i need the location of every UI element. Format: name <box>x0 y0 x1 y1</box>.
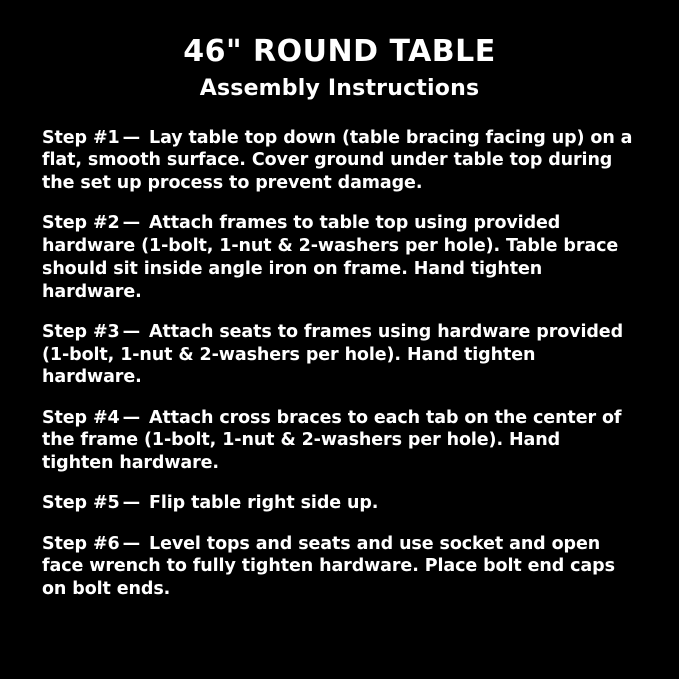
step-dash: — <box>122 213 141 234</box>
steps-list <box>42 127 637 601</box>
step-label: Step #3 <box>42 321 120 342</box>
step-dash: — <box>122 321 141 342</box>
step-item <box>42 492 637 515</box>
step-label: Step #5 <box>42 493 120 514</box>
step-text: Level tops and seats and use socket and open face wrench to fully tighten hardware. Place bolt end caps on bolt ends. <box>42 533 615 599</box>
step-label: Step #6 <box>42 533 120 554</box>
step-text: Attach seats to frames using hardware provided (1-bolt, 1-nut & 2-washers per hole). Hand tighten hardware. <box>42 321 623 388</box>
step-text: Attach cross braces to each tab on the center of the frame (1-bolt, 1-nut & 2-washers per hole). Hand tighten hardware. <box>42 407 622 473</box>
step-label: Step #4 <box>42 407 120 428</box>
step-label: Step #1 <box>42 127 120 148</box>
page-title: 46" ROUND TABLE <box>183 34 496 69</box>
step-label: Step #2 <box>42 213 120 234</box>
step-dash: — <box>122 407 141 428</box>
step-item <box>42 212 637 303</box>
step-item <box>42 127 637 195</box>
step-text: Attach frames to table top using provided hardware (1-bolt, 1-nut & 2-washers per hole). Table brace should sit inside angle iron on frame. Hand tighten hardware. <box>42 213 619 302</box>
page-subtitle: Assembly Instructions <box>199 75 480 101</box>
step-item <box>42 407 637 475</box>
step-dash: — <box>122 127 141 148</box>
step-item <box>42 533 637 601</box>
step-item <box>42 321 637 389</box>
step-text: Flip table right side up. <box>149 493 379 514</box>
step-dash: — <box>122 493 141 514</box>
step-dash: — <box>122 533 141 554</box>
step-text: Lay table top down (table bracing facing up) on a flat, smooth surface. Cover ground under table top during the set up process to prevent damage. <box>42 127 633 193</box>
